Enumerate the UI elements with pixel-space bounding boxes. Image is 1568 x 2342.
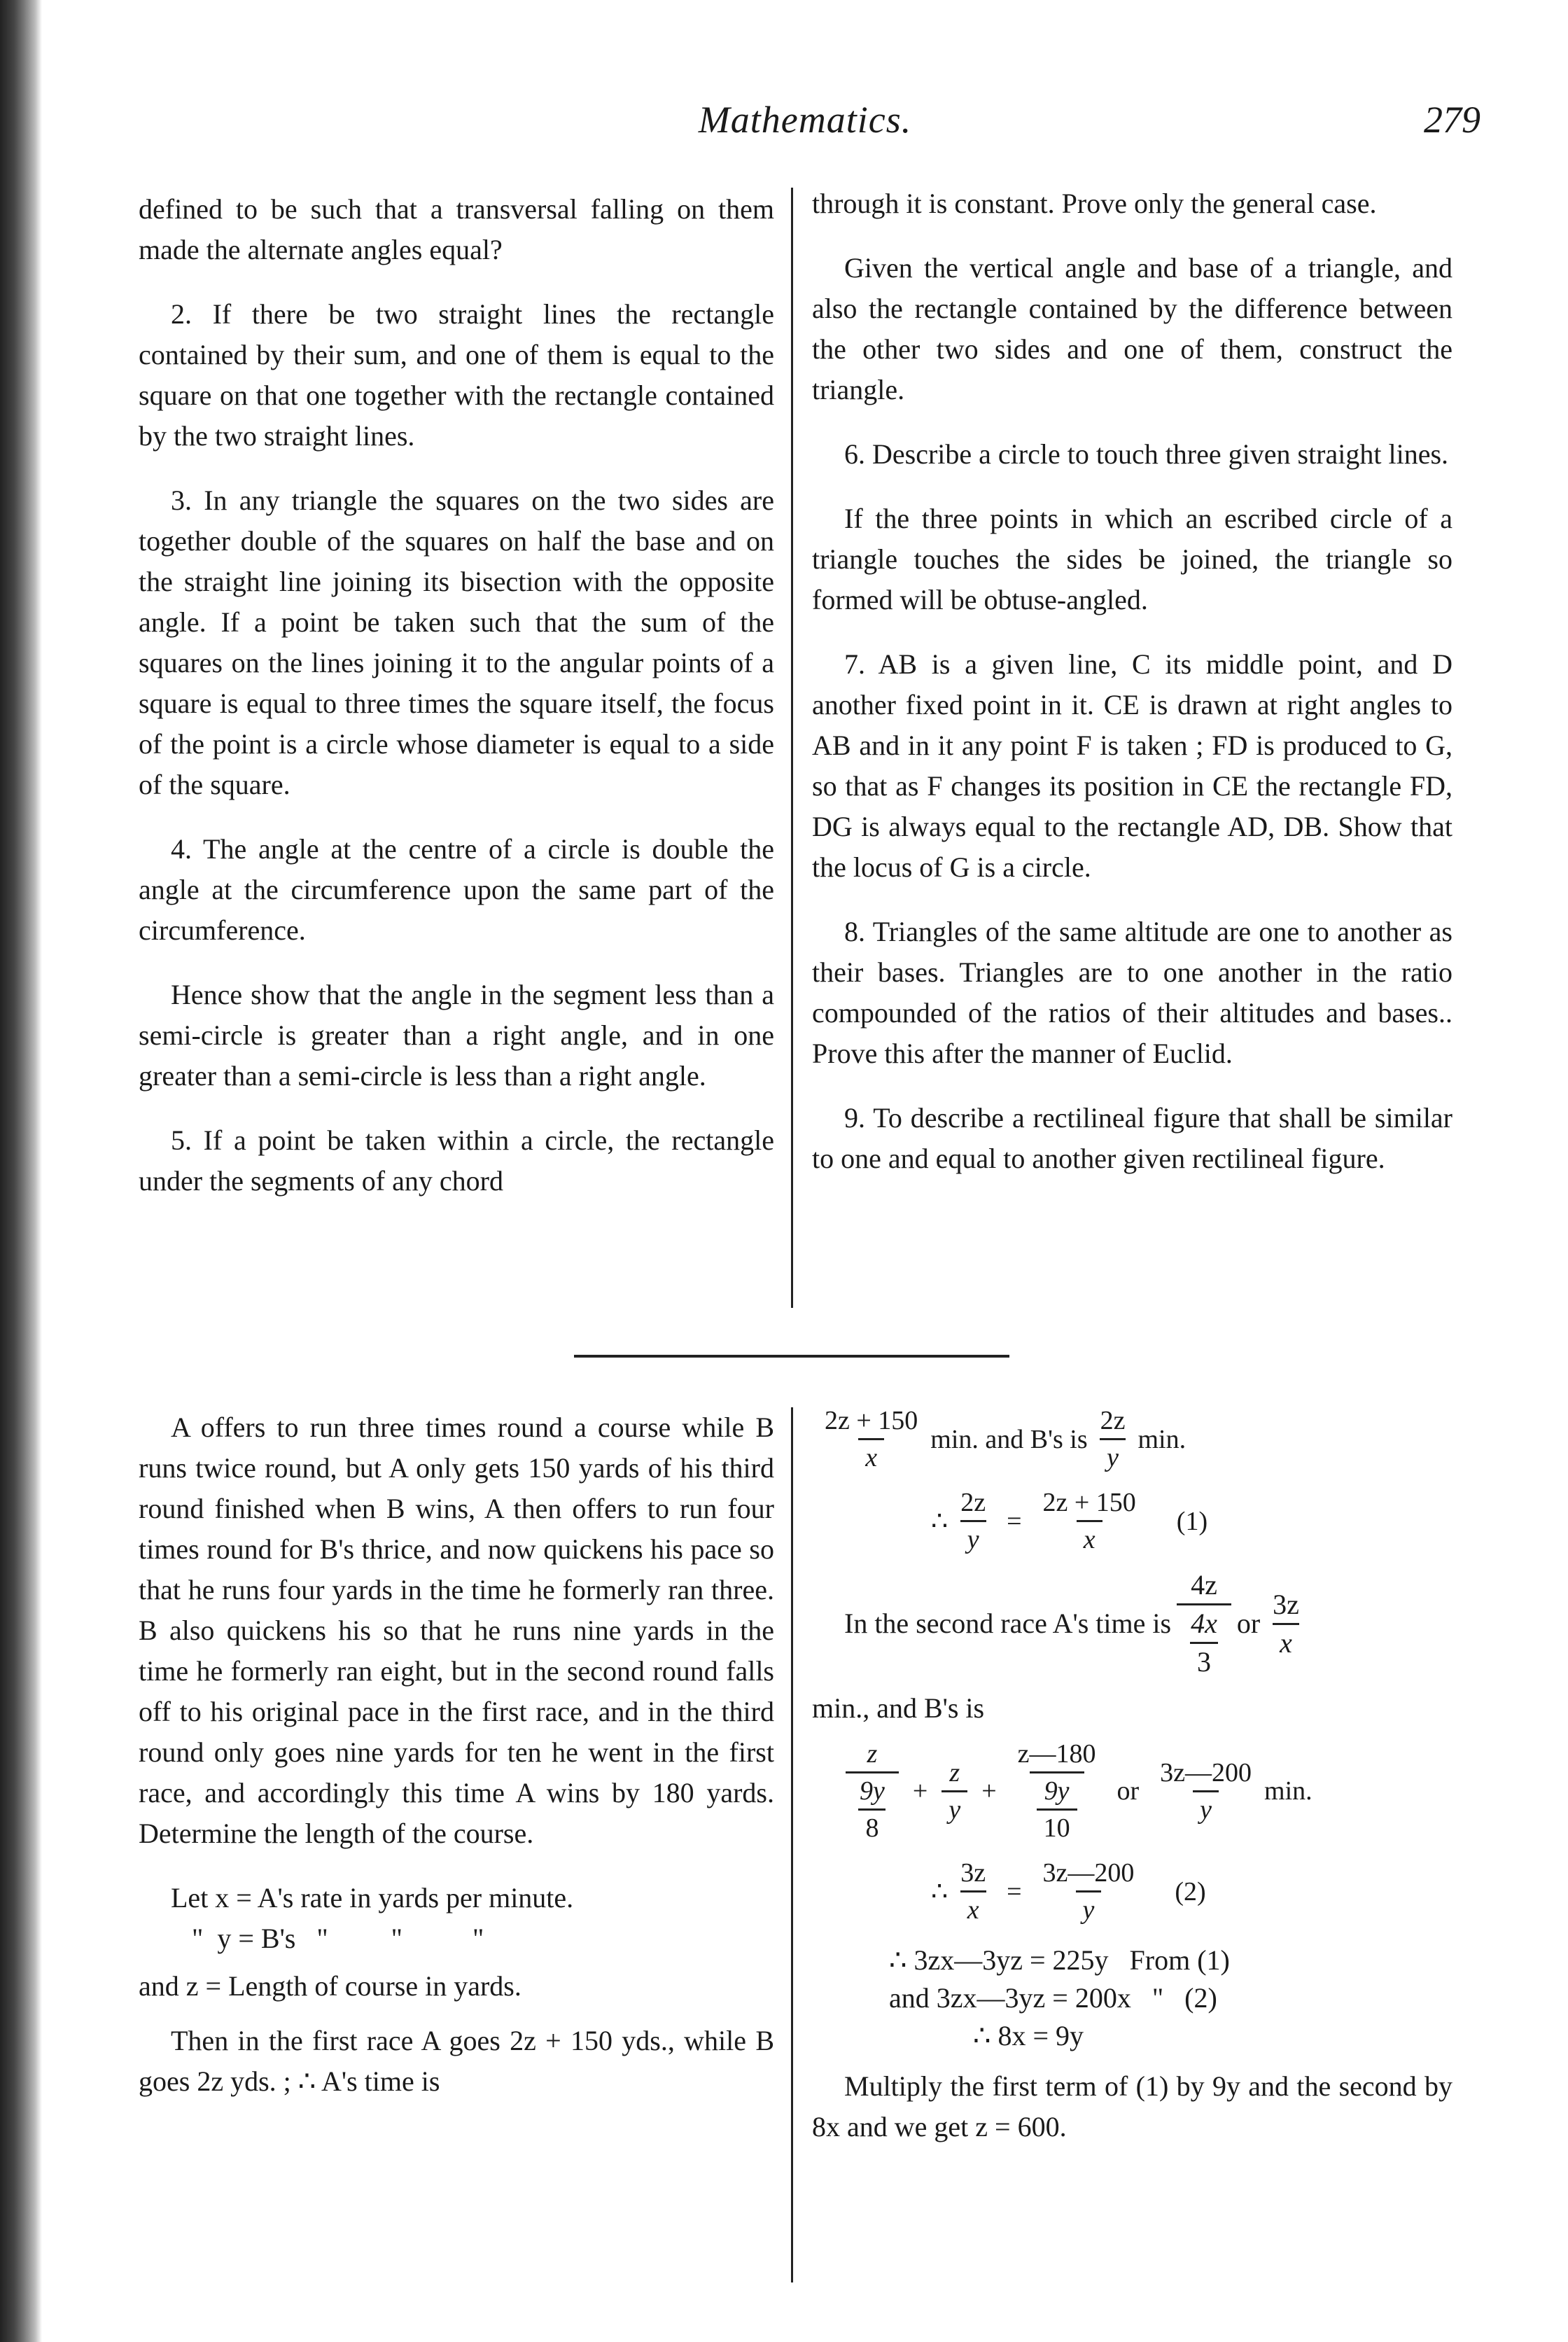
equation-number-1: (1) xyxy=(1176,1506,1208,1536)
question-7: 7. AB is a given line, C its middle point, and D another fixed point in it. CE is drawn at right angles to AB and in it any point F is taken ; FD is produced to G, so that as F changes its position in CE the rectangle FD, DG is always equal to the rectangle AD, DB. Show that the locus of G is a circle. xyxy=(812,648,1452,883)
solution-right-column xyxy=(812,1407,1452,2171)
b-time-fraction: 2z y xyxy=(1100,1406,1126,1472)
definition-x: Let x = A's rate in yards per minute. xyxy=(171,1882,574,1914)
question-9: 9. To describe a rectilineal figure that shall be similar to one and equal to another given rectilineal figure. xyxy=(812,1102,1452,1174)
question-8: 8. Triangles of the same altitude are one to another as their bases. Triangles are to one another in the ratio compounded of the ratios of their altitudes and bases.. Prove this after the manner of Euclid. xyxy=(812,916,1452,1069)
race-problem-statement: A offers to run three times round a course while B runs twice round, but A only gets 150 yards of his third round finished when B wins, A then offers to run four times round for B's thrice, and now quickens his pace so that he runs four yards in the time he formerly ran three. B also quickens his so that he runs nine yards in the time he formerly ran eight, but in the second round falls off to his original pace in the first race, and in the third round only goes nine yards for ten he went in the first race, and accordingly this time A wins by 180 yards. Determine the length of the course. xyxy=(139,1412,774,1849)
definition-y: " y = B's " " " xyxy=(171,1923,484,1954)
question-5-continuation: through it is constant. Prove only the general case. xyxy=(812,188,1377,219)
exam-questions-left-column xyxy=(139,189,774,1225)
question-1-continuation: defined to be such that a transversal falling on them made the alternate angles equal? xyxy=(139,193,774,265)
question-5-rider: Given the vertical angle and base of a triangle, and also the rectangle contained by the difference between the other two sides and one of them, construct the triangle. xyxy=(812,252,1452,405)
question-4: 4. The angle at the centre of a circle is double the angle at the circumference upon the same part of the circumference. xyxy=(139,833,774,946)
column-divider-bottom xyxy=(791,1407,793,2282)
step-1: ∴ 3zx—3yz = 225y xyxy=(889,1944,1109,1976)
equation-number-2: (2) xyxy=(1175,1876,1206,1907)
question-2: 2. If there be two straight lines the rectangle contained by their sum, and one of them is equal to the square on that one together with the rectangle contained by the two straight lines. xyxy=(139,298,774,452)
a-time-fraction: 2z + 150 x xyxy=(825,1406,918,1472)
b-time-sum: z $\frac{9y}{8}$ + $\frac{z}{y}$ + $\frac{z—180}{\frac{9y}{10}}$ or 3z—200 y min. xyxy=(812,1741,1452,1841)
column-divider-top xyxy=(791,188,793,1308)
second-race-a-time: In the second race A's time is 4z $\frac{4x}{3}$ or 3z x xyxy=(844,1569,1299,1678)
step-3: ∴ 8x = 9y xyxy=(973,2020,1084,2051)
equation-2: ∴ $\frac{3z}{x}$ = $\frac{3z—200}{y}$ (2) xyxy=(931,1858,1206,1925)
book-spine-shadow xyxy=(0,0,42,2342)
question-5: 5. If a point be taken within a circle, the rectangle under the segments of any chord xyxy=(139,1124,774,1197)
page-number: 279 xyxy=(1424,99,1480,141)
solution-steps: ∴ 3zx—3yz = 225y From (1) and 3zx—3yz = 200x " (2) ∴ 8x = 9y xyxy=(812,1942,1452,2055)
first-race-times: 2z + 150 x min. and B's is 2z y min. xyxy=(812,1407,1452,1471)
question-6-rider: If the three points in which an escribed circle of a triangle touches the sides be joined, the triangle so formed will be obtuse-angled. xyxy=(812,503,1452,615)
step-2: and 3zx—3yz = 200x xyxy=(889,1982,1131,2014)
b-time-intro: min., and B's is xyxy=(812,1692,985,1724)
exam-questions-right-column xyxy=(812,183,1452,1203)
section-divider xyxy=(574,1355,1009,1358)
question-3: 3. In any triangle the squares on the two sides are together double of the squares on half the base and on the straight line joining its bisection with the opposite angle. If a point be taken such that the sum of the squares on the lines joining it to the angular points of a square is equal to three times the square itself, the focus of the point is a circle whose diameter is equal to a side of the square. xyxy=(139,485,774,800)
question-4-rider: Hence show that the angle in the segment less than a semi-circle is greater than a right angle, and in one greater than a semi-circle is less than a right angle. xyxy=(139,979,774,1092)
problem-left-column xyxy=(139,1407,774,2126)
variable-definitions xyxy=(139,1878,774,2007)
question-6: 6. Describe a circle to touch three given straight lines. xyxy=(844,438,1449,470)
final-result: Multiply the first term of (1) by 9y and the second by 8x and we get z = 600. xyxy=(812,2070,1452,2142)
definition-z: and z = Length of course in yards. xyxy=(139,1970,522,2002)
running-head-title: Mathematics. xyxy=(698,99,912,141)
equation-1: ∴ $\frac{2z}{y}$ = $\frac{2z + 150}{x}$ (1) xyxy=(931,1488,1208,1554)
first-race-statement: Then in the first race A goes 2z + 150 yds., while B goes 2z yds. ; ∴ A's time is xyxy=(139,2025,774,2097)
